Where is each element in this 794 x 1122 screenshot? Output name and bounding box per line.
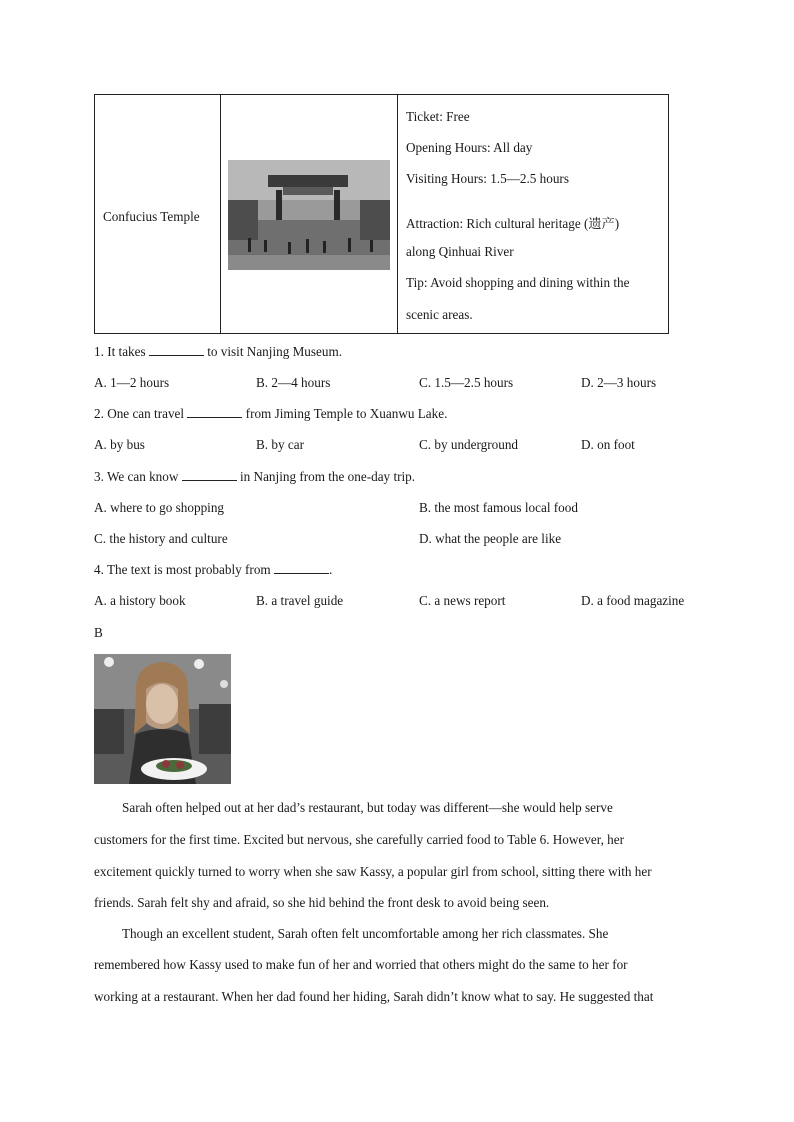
question-stem-end: to visit Nanjing Museum. xyxy=(203,344,343,359)
info-attraction-cont: along Qinhuai River xyxy=(406,244,514,259)
passage-line: excitement quickly turned to worry when she saw Kassy, a popular girl from school, sitting there with her xyxy=(94,864,652,879)
question-3 xyxy=(94,469,415,485)
question-stem: 4. The text is most probably from xyxy=(94,562,274,577)
passage-line: friends. Sarah felt shy and afraid, so she hid behind the front desk to avoid being seen. xyxy=(94,895,550,910)
passage-line: customers for the first time. Excited but nervous, she carefully carried food to Table 6. However, her xyxy=(94,832,625,847)
option-1c: C. 1.5—2.5 hours xyxy=(419,375,514,390)
passage-line: Though an excellent student, Sarah often felt uncomfortable among her rich classmates. She xyxy=(122,926,609,941)
option-3c: C. the history and culture xyxy=(94,531,228,546)
option-4b: B. a travel guide xyxy=(256,593,344,608)
option-2c: C. by underground xyxy=(419,437,519,452)
info-opening-hours: Opening Hours: All day xyxy=(406,140,533,155)
option-4a: A. a history book xyxy=(94,593,186,608)
answer-blank xyxy=(274,562,329,574)
option-1b: B. 2—4 hours xyxy=(256,375,331,390)
option-2a: A. by bus xyxy=(94,437,145,452)
column-divider xyxy=(397,95,398,333)
attraction-name: Confucius Temple xyxy=(103,209,200,224)
answer-blank xyxy=(182,469,237,481)
attraction-table xyxy=(94,94,669,334)
question-stem-end: in Nanjing from the one-day trip. xyxy=(236,469,416,484)
info-tip: Tip: Avoid shopping and dining within the xyxy=(406,275,630,290)
question-1 xyxy=(94,344,342,360)
question-stem: 1. It takes xyxy=(94,344,149,359)
info-attraction: Attraction: Rich cultural heritage (遗产) xyxy=(406,216,620,231)
section-label: B xyxy=(94,625,103,640)
question-stem: 2. One can travel xyxy=(94,406,188,421)
passage-line: working at a restaurant. When her dad found her hiding, Sarah didn’t know what to say. He suggested that xyxy=(94,989,654,1004)
option-1a: A. 1—2 hours xyxy=(94,375,170,390)
option-3a: A. where to go shopping xyxy=(94,500,225,515)
option-2b: B. by car xyxy=(256,437,304,452)
passage-line: remembered how Kassy used to make fun of her and worried that others might do the same to her for xyxy=(94,957,628,972)
option-1d: D. 2—3 hours xyxy=(581,375,657,390)
option-2d: D. on foot xyxy=(581,437,635,452)
question-stem-end: from Jiming Temple to Xuanwu Lake. xyxy=(242,406,448,421)
info-visiting-hours: Visiting Hours: 1.5—2.5 hours xyxy=(406,171,569,186)
passage-line: Sarah often helped out at her dad’s restaurant, but today was different—she would help serve xyxy=(122,800,613,815)
option-4d: D. a food magazine xyxy=(581,593,685,608)
info-tip-cont: scenic areas. xyxy=(406,307,473,322)
question-2 xyxy=(94,406,447,422)
question-stem-end: . xyxy=(328,562,333,577)
option-3b: B. the most famous local food xyxy=(419,500,578,515)
answer-blank xyxy=(187,406,242,418)
confucius-temple-photo xyxy=(228,160,390,270)
answer-blank xyxy=(149,344,204,356)
column-divider xyxy=(220,95,221,333)
question-4 xyxy=(94,562,332,578)
option-3d: D. what the people are like xyxy=(419,531,562,546)
sarah-waitress-photo xyxy=(94,654,231,784)
question-stem: 3. We can know xyxy=(94,469,182,484)
option-4c: C. a news report xyxy=(419,593,506,608)
info-ticket: Ticket: Free xyxy=(406,109,470,124)
